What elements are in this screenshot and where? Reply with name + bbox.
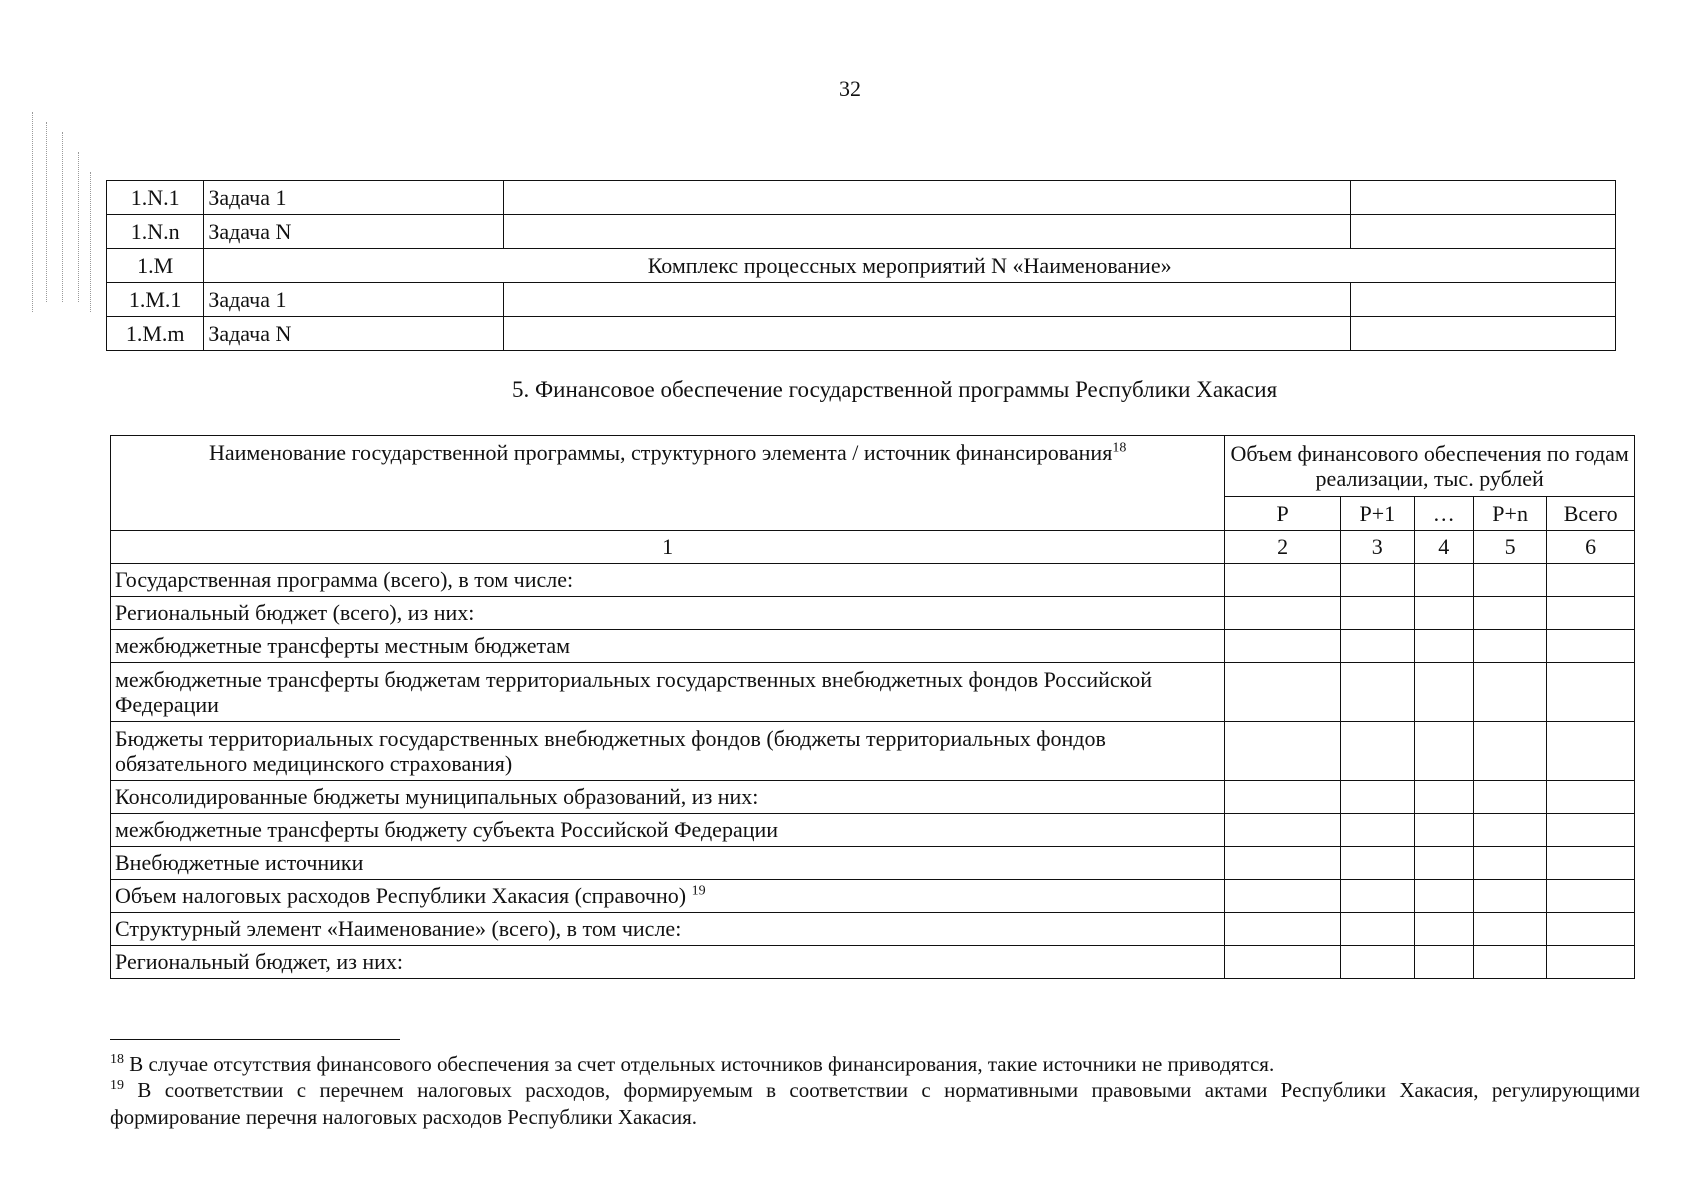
empty-cell xyxy=(1351,215,1616,249)
finance-table xyxy=(110,435,1635,979)
row-label: межбюджетные трансферты бюджетам территориальных государственных внебюджетных фондов Российской Федерации xyxy=(111,663,1225,722)
table-row xyxy=(107,215,1616,249)
value-cell xyxy=(1473,564,1546,597)
row-code: 1.N.1 xyxy=(107,181,204,215)
row-task: Задача 1 xyxy=(204,181,504,215)
year-col-header: Р+1 xyxy=(1341,497,1414,531)
footnotes xyxy=(110,1051,1640,1130)
table-row xyxy=(111,847,1635,880)
table-row xyxy=(107,181,1616,215)
footnote-mark: 18 xyxy=(110,1052,124,1067)
value-cell xyxy=(1473,630,1546,663)
value-cell xyxy=(1547,847,1635,880)
value-cell xyxy=(1341,564,1414,597)
value-cell xyxy=(1225,847,1341,880)
page-number: 32 xyxy=(839,76,861,101)
column-number: 6 xyxy=(1547,531,1635,564)
row-code: 1.M.m xyxy=(107,317,204,351)
value-cell xyxy=(1225,913,1341,946)
row-task: Задача N xyxy=(204,317,504,351)
table-row xyxy=(111,663,1635,722)
empty-cell xyxy=(504,283,1351,317)
row-label: Внебюджетные источники xyxy=(111,847,1225,880)
row-label: Региональный бюджет (всего), из них: xyxy=(111,597,1225,630)
value-cell xyxy=(1341,722,1414,781)
footnote-mark: 19 xyxy=(110,1078,124,1094)
value-cell xyxy=(1414,946,1473,979)
row-label: Структурный элемент «Наименование» (всего), в том числе: xyxy=(111,913,1225,946)
value-cell xyxy=(1473,913,1546,946)
value-cell xyxy=(1547,946,1635,979)
empty-cell xyxy=(504,181,1351,215)
value-cell xyxy=(1547,564,1635,597)
year-col-header: Всего xyxy=(1547,497,1635,531)
value-cell xyxy=(1547,722,1635,781)
value-cell xyxy=(1341,880,1414,913)
table-row xyxy=(107,249,1616,283)
column-number: 3 xyxy=(1341,531,1414,564)
table-row xyxy=(107,283,1616,317)
value-cell xyxy=(1473,663,1546,722)
value-cell xyxy=(1414,913,1473,946)
table-row xyxy=(111,564,1635,597)
value-cell xyxy=(1547,630,1635,663)
value-cell xyxy=(1547,880,1635,913)
year-col-header: Р xyxy=(1225,497,1341,531)
value-cell xyxy=(1341,781,1414,814)
header-row xyxy=(111,436,1635,497)
column-number: 2 xyxy=(1225,531,1341,564)
value-cell xyxy=(1341,663,1414,722)
row-label: Региональный бюджет, из них: xyxy=(111,946,1225,979)
footnote-divider xyxy=(110,1039,400,1040)
value-cell xyxy=(1414,880,1473,913)
column-number: 5 xyxy=(1473,531,1546,564)
value-cell xyxy=(1341,814,1414,847)
table-row xyxy=(111,597,1635,630)
row-label-cell xyxy=(111,880,1225,913)
complex-heading: Комплекс процессных мероприятий N «Наименование» xyxy=(204,249,1616,283)
row-label: межбюджетные трансферты бюджету субъекта Российской Федерации xyxy=(111,814,1225,847)
table-row xyxy=(111,722,1635,781)
value-cell xyxy=(1414,781,1473,814)
row-code: 1.N.n xyxy=(107,215,204,249)
value-cell xyxy=(1414,663,1473,722)
value-cell xyxy=(1473,847,1546,880)
empty-cell xyxy=(1351,181,1616,215)
column-numbers-row xyxy=(111,531,1635,564)
value-cell xyxy=(1414,814,1473,847)
column-number: 4 xyxy=(1414,531,1473,564)
value-cell xyxy=(1225,663,1341,722)
scan-artifact xyxy=(28,112,100,322)
value-cell xyxy=(1547,913,1635,946)
empty-cell xyxy=(1351,283,1616,317)
value-cell xyxy=(1473,946,1546,979)
year-col-header: … xyxy=(1414,497,1473,531)
value-cell xyxy=(1341,630,1414,663)
value-cell xyxy=(1414,597,1473,630)
footnote-text: В соответствии с перечнем налоговых расходов, формируемым в соответствии с нормативными правовыми актами Республики Хакасия, регулирующими формирование перечня налоговых расходов Республики Хакасия. xyxy=(110,1078,1640,1129)
table-row xyxy=(111,781,1635,814)
footnote xyxy=(110,1051,1640,1077)
value-cell xyxy=(1225,630,1341,663)
column-number: 1 xyxy=(111,531,1225,564)
value-cell xyxy=(1225,946,1341,979)
row-label: Консолидированные бюджеты муниципальных образований, из них: xyxy=(111,781,1225,814)
value-cell xyxy=(1414,847,1473,880)
value-cell xyxy=(1414,722,1473,781)
header-name: Наименование государственной программы, структурного элемента / источник финансирования xyxy=(208,440,1113,465)
table-row xyxy=(111,814,1635,847)
table-row xyxy=(111,880,1635,913)
value-cell xyxy=(1473,597,1546,630)
value-cell xyxy=(1547,597,1635,630)
table-row xyxy=(111,946,1635,979)
value-cell xyxy=(1547,814,1635,847)
empty-cell xyxy=(1351,317,1616,351)
value-cell xyxy=(1473,814,1546,847)
table-row xyxy=(111,913,1635,946)
value-cell xyxy=(1225,597,1341,630)
row-task: Задача N xyxy=(204,215,504,249)
value-cell xyxy=(1341,946,1414,979)
footnote-text: В случае отсутствия финансового обеспечения за счет отдельных источников финансирования, такие источники не приводятся. xyxy=(124,1052,1275,1076)
value-cell xyxy=(1341,847,1414,880)
row-label: Государственная программа (всего), в том числе: xyxy=(111,564,1225,597)
value-cell xyxy=(1473,880,1546,913)
value-cell xyxy=(1414,630,1473,663)
table-row xyxy=(107,317,1616,351)
empty-cell xyxy=(504,317,1351,351)
value-cell xyxy=(1225,781,1341,814)
value-cell xyxy=(1225,814,1341,847)
row-code: 1.M.1 xyxy=(107,283,204,317)
footnote xyxy=(110,1077,1640,1130)
header-volume: Объем финансового обеспечения по годам реализации, тыс. рублей xyxy=(1225,436,1635,497)
value-cell xyxy=(1341,913,1414,946)
year-col-header: Р+n xyxy=(1473,497,1546,531)
value-cell xyxy=(1414,564,1473,597)
value-cell xyxy=(1225,564,1341,597)
table-row xyxy=(111,630,1635,663)
row-code: 1.M xyxy=(107,249,204,283)
row-label: Объем налоговых расходов Республики Хакасия (справочно) xyxy=(115,883,687,909)
tasks-table xyxy=(106,180,1616,351)
header-name-cell xyxy=(111,436,1225,531)
row-label: межбюджетные трансферты местным бюджетам xyxy=(111,630,1225,663)
value-cell xyxy=(1225,880,1341,913)
footnote-ref: 19 xyxy=(691,884,706,900)
row-task: Задача 1 xyxy=(204,283,504,317)
value-cell xyxy=(1547,781,1635,814)
row-label: Бюджеты территориальных государственных внебюджетных фондов (бюджеты территориальных фондов обязательного медицинского страхования) xyxy=(111,722,1225,781)
value-cell xyxy=(1225,722,1341,781)
value-cell xyxy=(1547,663,1635,722)
value-cell xyxy=(1473,781,1546,814)
value-cell xyxy=(1341,597,1414,630)
empty-cell xyxy=(504,215,1351,249)
footnote-ref: 18 xyxy=(1112,440,1127,456)
value-cell xyxy=(1473,722,1546,781)
section-title: 5. Финансовое обеспечение государственной программы Республики Хакасия xyxy=(512,377,1278,402)
